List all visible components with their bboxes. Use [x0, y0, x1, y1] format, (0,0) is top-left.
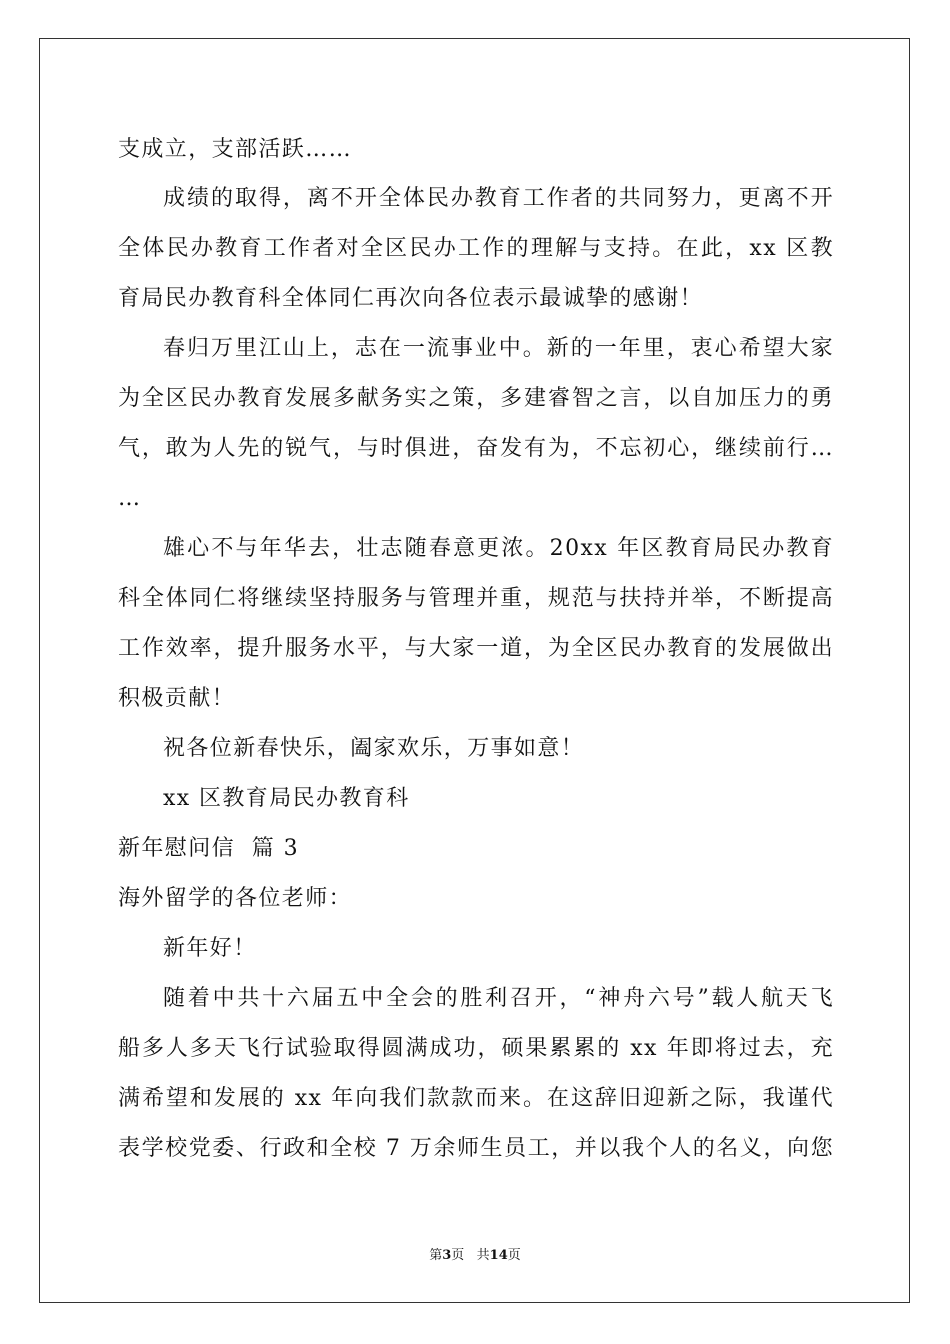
text-line: 全体民办教育工作者对全区民办工作的理解与支持。在此，xx 区教: [118, 236, 834, 261]
text-line: 春归万里江山上，志在一流事业中。新的一年里，衷心希望大家: [163, 336, 834, 361]
text-line: 工作效率，提升服务水平，与大家一道，为全区民办教育的发展做出: [118, 636, 834, 661]
text-line: 气，敢为人先的锐气，与时俱进，奋发有为，不忘初心，继续前行…: [118, 436, 834, 461]
text-line: 祝各位新春快乐，阖家欢乐，万事如意！: [163, 736, 585, 761]
footer-total-pages: 14: [489, 1248, 508, 1263]
text-line: 雄心不与年华去，壮志随春意更浓。20xx 年区教育局民办教育: [163, 536, 834, 561]
greeting: 新年好！: [163, 936, 257, 961]
text-line: 随着中共十六届五中全会的胜利召开，“神舟六号”载人航天飞: [163, 986, 834, 1011]
footer-page-number: 3: [442, 1248, 452, 1263]
text-line: 满希望和发展的 xx 年向我们款款而来。在这辞旧迎新之际，我谨代: [118, 1086, 834, 1111]
text-line: 科全体同仁将继续坚持服务与管理并重，规范与扶持并举，不断提高: [118, 586, 834, 611]
page-footer: [0, 1247, 950, 1265]
text-line: 船多人多天飞行试验取得圆满成功，硕果累累的 xx 年即将过去，充: [118, 1036, 834, 1061]
signature-line: xx 区教育局民办教育科: [163, 786, 410, 811]
salutation: 海外留学的各位老师：: [118, 886, 353, 911]
section-heading: 新年慰问信 篇 3: [118, 836, 299, 861]
text-line: 表学校党委、行政和全校 7 万余师生员工，并以我个人的名义，向您: [118, 1136, 834, 1161]
text-line: 积极贡献！: [118, 686, 236, 711]
text-line: 为全区民办教育发展多献务实之策，多建睿智之言，以自加压力的勇: [118, 386, 834, 411]
footer-suffix: 页: [507, 1248, 521, 1263]
text-line: 成绩的取得，离不开全体民办教育工作者的共同努力，更离不开: [163, 186, 834, 211]
text-line: 支成立，支部活跃……: [118, 137, 353, 162]
footer-prefix: 第: [429, 1248, 443, 1263]
text-line: …: [118, 486, 142, 511]
footer-mid: 页 共: [451, 1248, 490, 1263]
text-line: 育局民办教育科全体同仁再次向各位表示最诚挚的感谢！: [118, 286, 704, 311]
